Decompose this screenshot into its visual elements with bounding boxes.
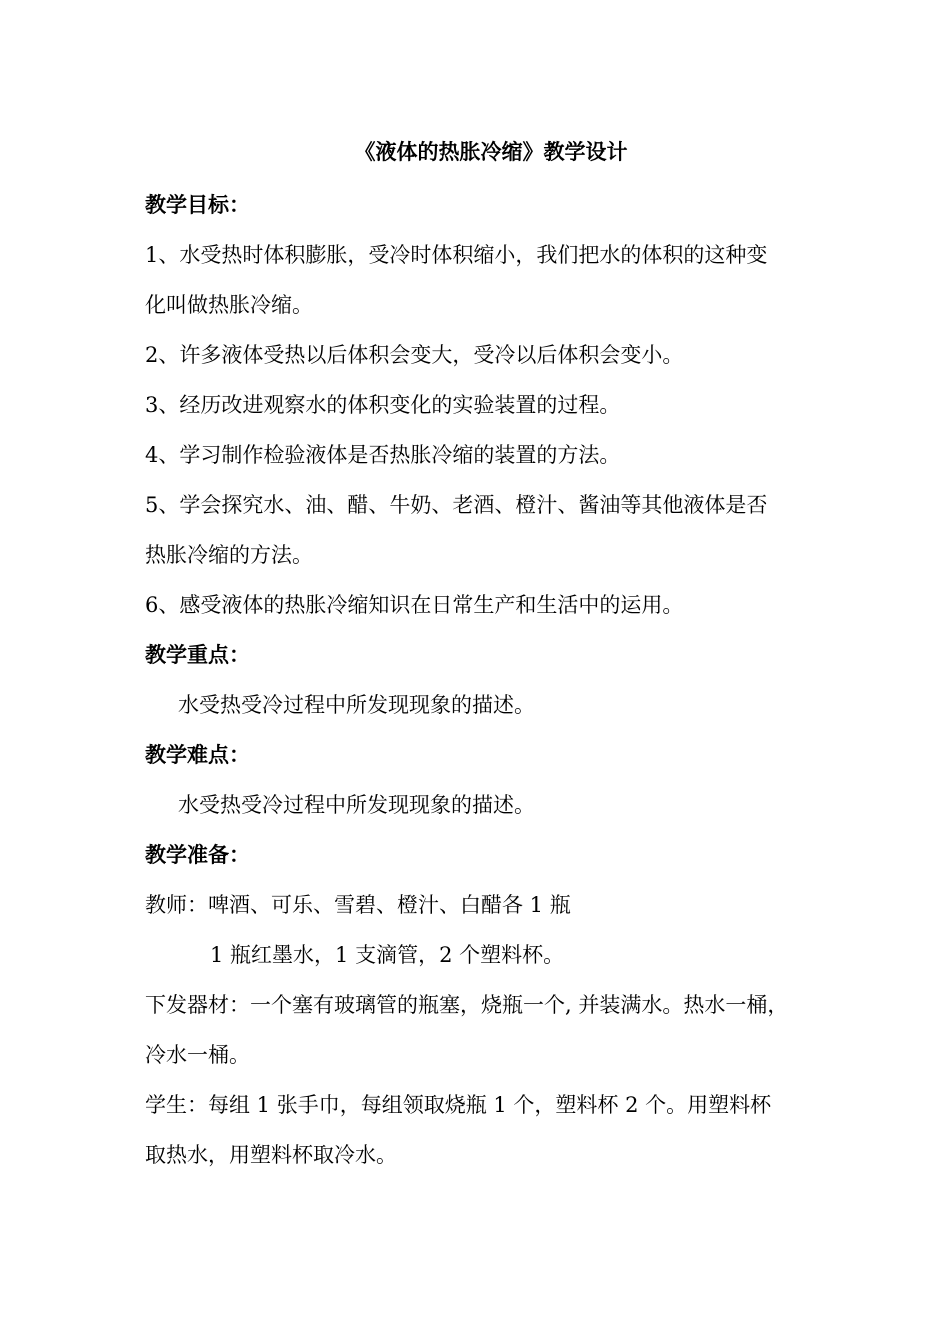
difficulty-text: 水受热受冷过程中所发现现象的描述。 xyxy=(178,793,535,817)
objective-line: 3、经历改进观察水的体积变化的实验装置的过程。 xyxy=(145,393,621,417)
objective-line: 6、感受液体的热胀冷缩知识在日常生产和生活中的运用。 xyxy=(145,593,684,617)
key-point-heading: 教学重点： xyxy=(145,642,250,667)
preparation-line: 下发器材：一个塞有玻璃管的瓶塞，烧瓶一个, 并装满水。热水一桶， xyxy=(145,993,789,1017)
objective-line: 4、学习制作检验液体是否热胀冷缩的装置的方法。 xyxy=(145,443,621,467)
preparation-line: 取热水，用塑料杯取冷水。 xyxy=(145,1143,397,1167)
preparation-line: 1 瓶红墨水，1 支滴管，2 个塑料杯。 xyxy=(210,943,565,967)
objective-line: 化叫做热胀冷缩。 xyxy=(145,293,313,317)
objectives-heading: 教学目标： xyxy=(145,192,250,217)
preparation-line: 教师：啤酒、可乐、雪碧、橙汁、白醋各 1 瓶 xyxy=(145,893,571,917)
preparation-line: 学生：每组 1 张手巾，每组领取烧瓶 1 个，塑料杯 2 个。用塑料杯 xyxy=(145,1093,772,1117)
objective-line: 热胀冷缩的方法。 xyxy=(145,543,313,567)
difficulty-heading: 教学难点： xyxy=(145,742,250,767)
preparation-heading: 教学准备： xyxy=(145,842,250,867)
document-title: 《液体的热胀冷缩》教学设计 xyxy=(354,139,628,164)
objective-line: 5、学会探究水、油、醋、牛奶、老酒、橙汁、酱油等其他液体是否 xyxy=(145,493,768,517)
objective-line: 1、水受热时体积膨胀，受冷时体积缩小，我们把水的体积的这种变 xyxy=(145,243,768,267)
objective-line: 2、许多液体受热以后体积会变大，受冷以后体积会变小。 xyxy=(145,343,684,367)
key-point-text: 水受热受冷过程中所发现现象的描述。 xyxy=(178,693,535,717)
preparation-line: 冷水一桶。 xyxy=(145,1043,250,1067)
document-page xyxy=(145,132,825,1180)
